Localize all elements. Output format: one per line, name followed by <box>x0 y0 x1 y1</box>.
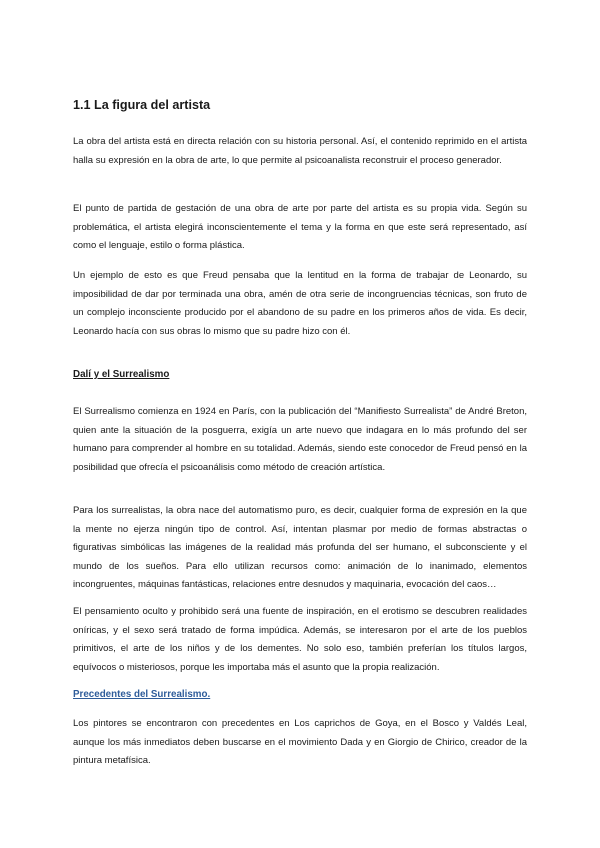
section-heading: 1.1 La figura del artista <box>73 98 211 112</box>
paragraph: Los pintores se encontraron con precedentes en Los caprichos de Goya, en el Bosco y Valdés Leal, aunque los más inmediatos deben buscarse en el movimiento Dada y en Giorgio de Chirico, creador de la pintura metafísica. <box>73 718 527 766</box>
subsection-heading-surrealism: Dalí y el Surrealismo <box>73 369 170 380</box>
paragraph: El Surrealismo comienza en 1924 en París, con la publicación del “Manifiesto Surrealista” de André Breton, quien ante la situación de la posguerra, exigía un arte nuevo que indagara en lo más profundo del ser humano para comprender al hombre en su totalidad. Además, siendo este conocedor de Freud pensó en la posibilidad que ofrecía el psicoanálisis como método de creación artística. <box>73 406 527 473</box>
paragraph: El pensamiento oculto y prohibido será una fuente de inspiración, en el erotismo se descubren realidades oníricas, y el sexo será tratado de forma impúdica. Además, se interesaron por el arte de los pueblos primitivos, el arte de los niños y de los dementes. No solo eso, también preferían los títulos largos, equívocos o misteriosos, porque les importaba más el asunto que la propia realización. <box>73 606 527 673</box>
paragraph: La obra del artista está en directa relación con su historia personal. Así, el contenido reprimido en el artista halla su expresión en la obra de arte, lo que permite al psicoanalista reconstruir el proceso generador. <box>73 136 527 166</box>
paragraph: Para los surrealistas, la obra nace del automatismo puro, es decir, cualquier forma de expresión en la que la mente no ejerza ningún tipo de control. Así, intentan plasmar por medio de formas abstractas o figurativas simbólicas las imágenes de la realidad más profunda del ser humano, el subconsciente y el mundo de los sueños. Para ello utilizan recursos como: animación de lo inanimado, elementos incongruentes, máquinas fantásticas, relaciones entre desnudos y maquinaria, evocación del caos… <box>73 505 527 590</box>
paragraph: El punto de partida de gestación de una obra de arte por parte del artista es su propia vida. Según su problemática, el artista elegirá inconscientemente el tema y la forma en que este será representado, así como el lenguaje, estilo o forma plástica. <box>73 203 527 251</box>
paragraph: Un ejemplo de esto es que Freud pensaba que la lentitud en la forma de trabajar de Leonardo, su imposibilidad de dar por terminada una obra, amén de otra serie de incongruencias técnicas, son fruto de un complejo inconsciente producido por el abandono de su padre en los primeros años de vida. Es decir, Leonardo hacía con sus obras lo mismo que su padre hizo con él. <box>73 270 527 337</box>
subsection-heading-precedents: Precedentes del Surrealismo. <box>73 689 211 700</box>
